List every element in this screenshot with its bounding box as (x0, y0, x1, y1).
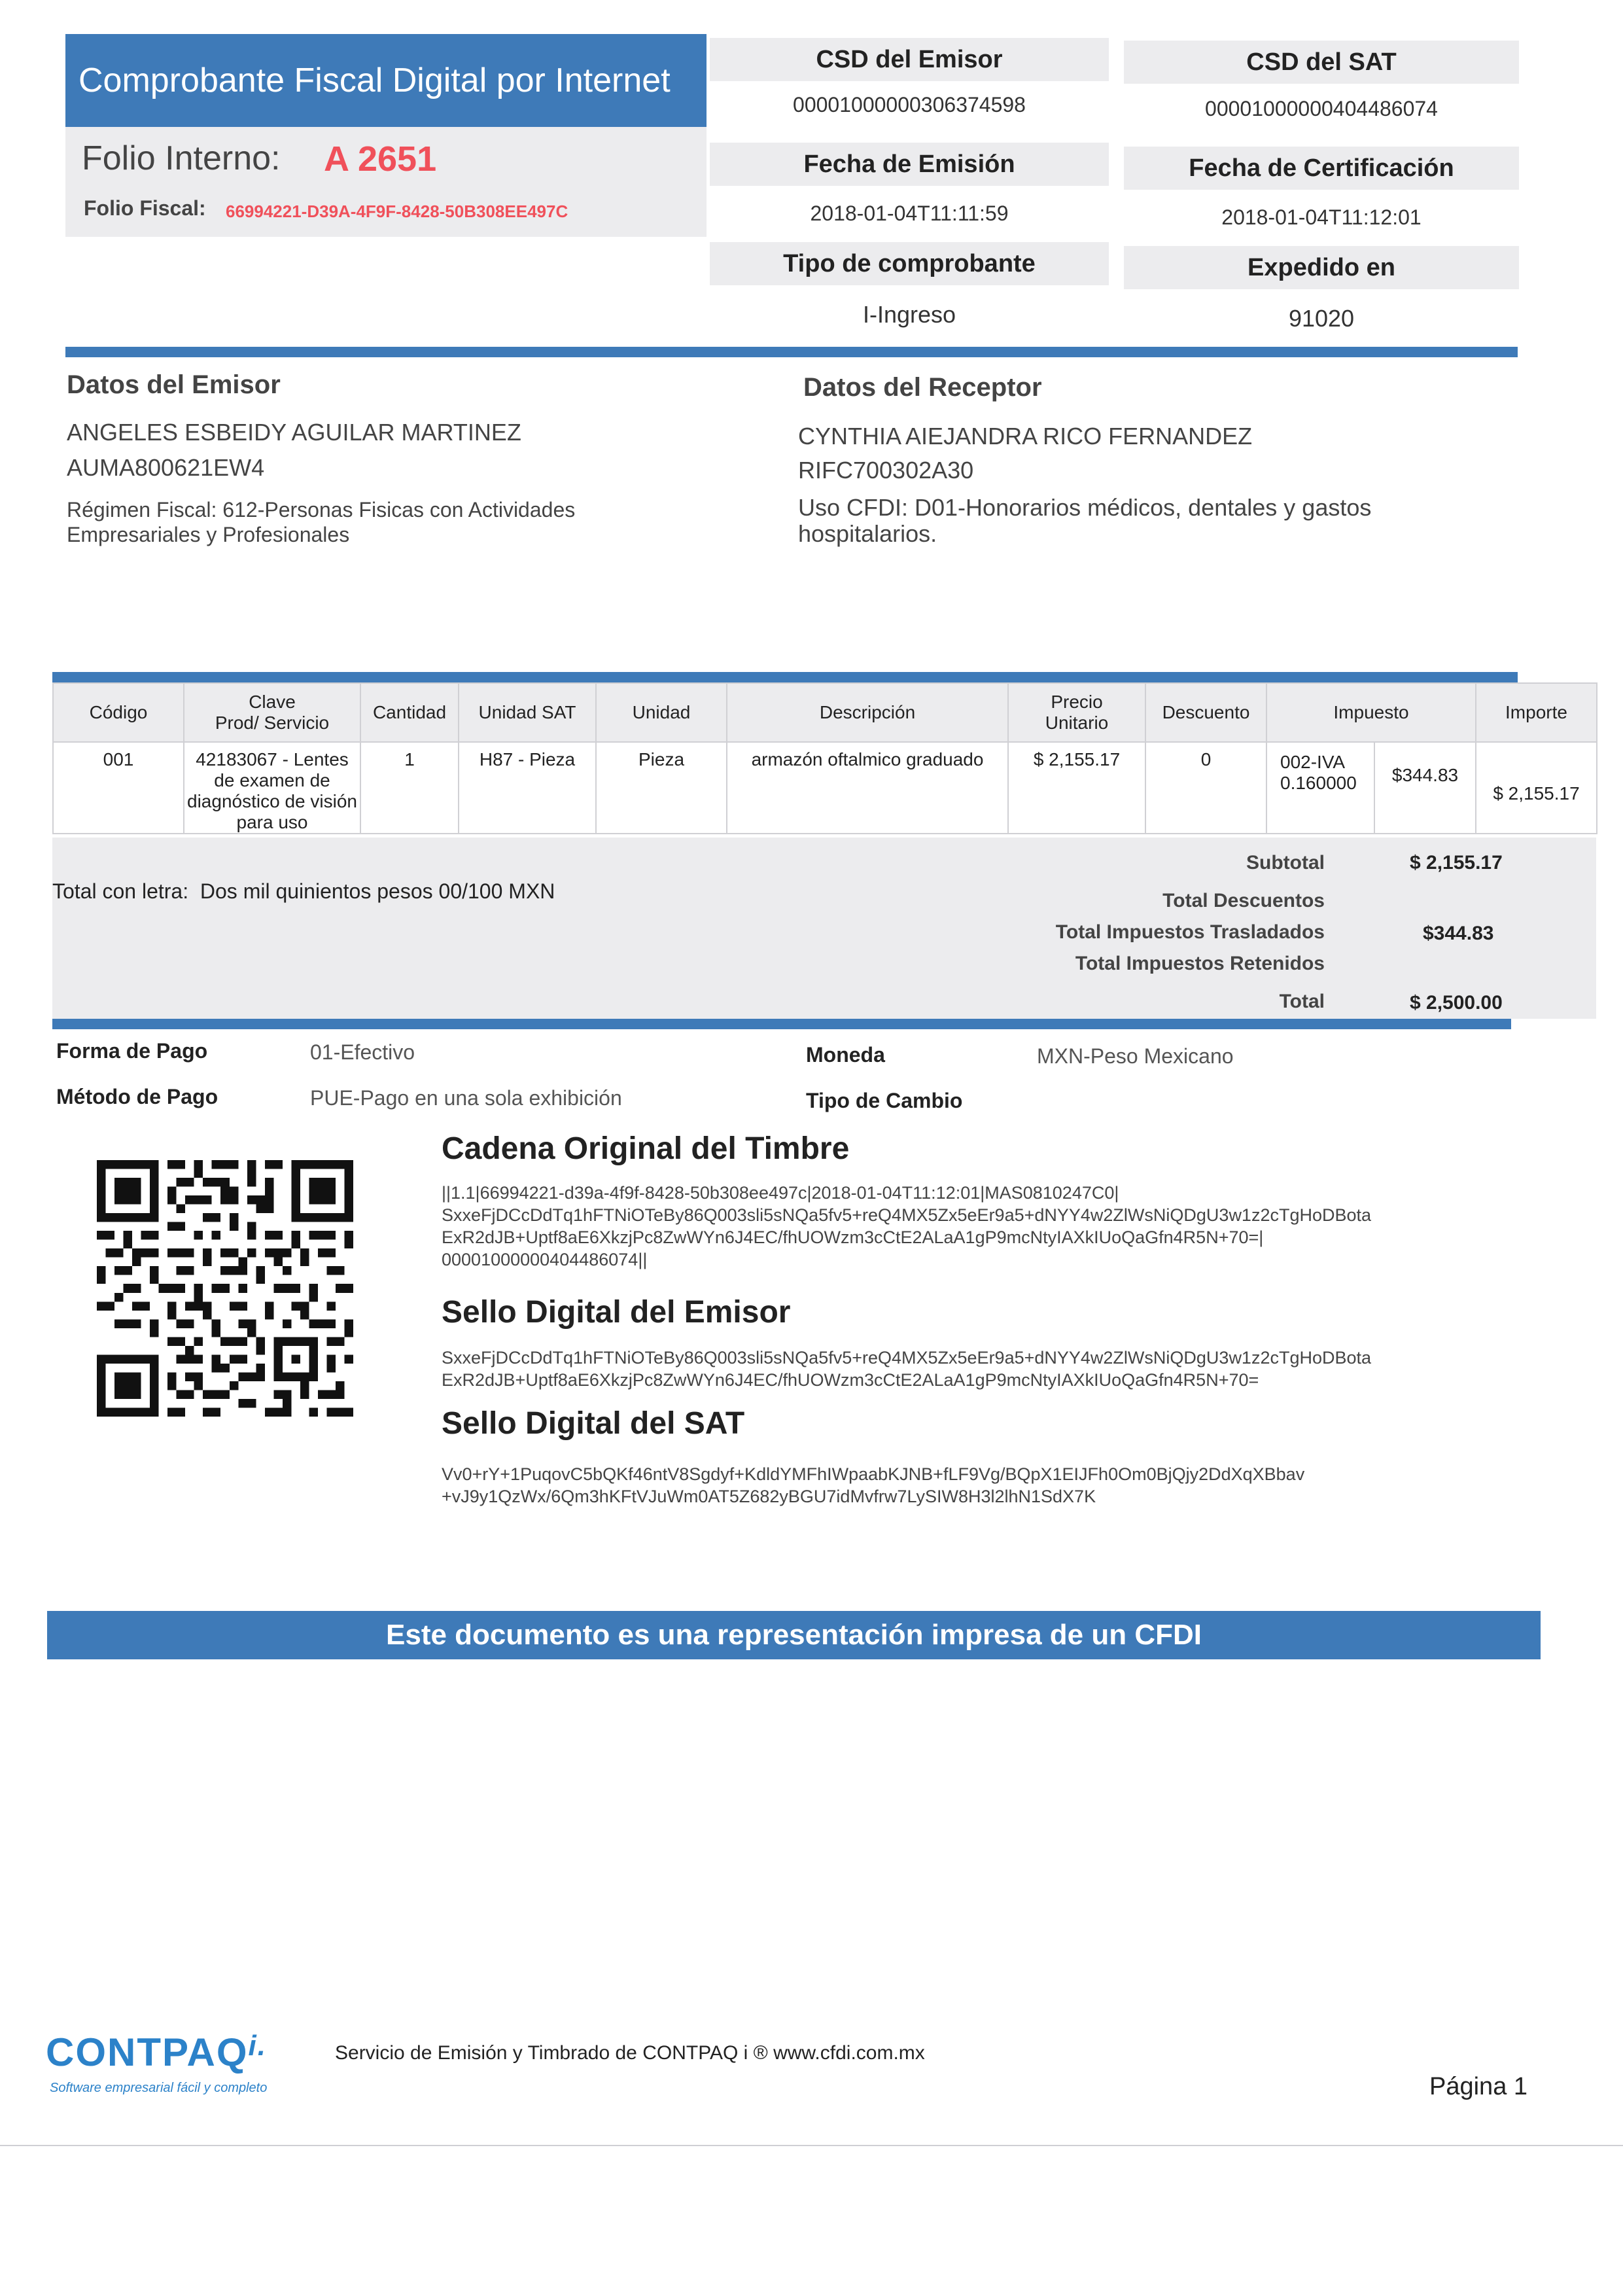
receptor-uso-line2: hospitalarios. (798, 520, 937, 547)
trasladados-label: Total Impuestos Trasladados (1055, 921, 1325, 943)
total-letra (52, 879, 555, 904)
emisor-regimen-line2: Empresariales y Profesionales (67, 523, 350, 546)
impuesto-tipo-tasa (1267, 743, 1375, 833)
csd-emisor-value: 00001000000306374598 (793, 93, 1026, 116)
total-value: $ 2,500.00 (1410, 992, 1503, 1014)
col-clave-line2: Prod/ Servicio (215, 713, 330, 733)
folio-fiscal-value: 66994221-D39A-4F9F-8428-50B308EE497C (226, 202, 568, 221)
sello-sat-title: Sello Digital del SAT (442, 1406, 745, 1441)
moneda-label: Moneda (806, 1043, 885, 1067)
emisor-regimen-line1: Régimen Fiscal: 612-Personas Fisicas con Actividades (67, 498, 576, 521)
impuesto-tasa: 0.160000 (1280, 773, 1357, 793)
fecha-certificacion-label: Fecha de Certificación (1124, 147, 1519, 190)
col-clave (184, 683, 360, 742)
receptor-title: Datos del Receptor (803, 373, 1042, 402)
cell-clave-line3: diagnóstico de visión (187, 791, 357, 811)
folio-interno-label: Folio Interno: (82, 139, 281, 177)
cell-clave (184, 742, 360, 834)
folio-fiscal-label: Folio Fiscal: (84, 196, 206, 220)
impuesto-detail (1267, 743, 1475, 833)
descuentos-label: Total Descuentos (1162, 890, 1325, 911)
contpaqi-logo-text: CONTPAQ (46, 2030, 249, 2074)
col-unidad: Unidad (596, 683, 727, 742)
col-descuento: Descuento (1145, 683, 1266, 742)
emisor-title: Datos del Emisor (67, 370, 281, 399)
sello-sat-text (442, 1463, 1304, 1508)
csd-sat-value: 00001000000404486074 (1205, 97, 1438, 120)
expedido-label: Expedido en (1124, 246, 1519, 289)
csd-sat-label: CSD del SAT (1124, 41, 1519, 84)
cell-importe: $ 2,155.17 (1476, 742, 1597, 834)
contpaqi-logo-i: i. (248, 2030, 267, 2062)
cadena-original-line2: SxxeFjDCcDdTq1hFTNiOTeBy86Q003sli5sNQa5fv5+reQ4MX5Zx5eEr9a5+dNYY4w2ZlWsNiQDgU3w1z2cTgHoDBota (442, 1205, 1372, 1225)
emisor-regimen (67, 497, 575, 547)
cell-clave-line1: 42183067 - Lentes (196, 749, 349, 769)
expedido-value: 91020 (1288, 305, 1355, 332)
col-precio (1008, 683, 1145, 742)
document-title-text: Comprobante Fiscal Digital por Internet (79, 62, 671, 99)
cfdi-notice-banner (47, 1611, 1541, 1659)
bottom-divider (0, 2145, 1623, 2146)
table-row (53, 742, 1597, 834)
cell-codigo: 001 (53, 742, 184, 834)
total-letra-value: Dos mil quinientos pesos 00/100 MXN (200, 879, 555, 903)
cell-clave-line4: para uso (236, 812, 308, 832)
moneda-value: MXN-Peso Mexicano (1037, 1044, 1234, 1068)
col-descripcion: Descripción (727, 683, 1008, 742)
cell-impuesto (1266, 742, 1476, 834)
contpaqi-logo (46, 2030, 267, 2075)
service-text: Servicio de Emisión y Timbrado de CONTPAQ i ® www.cfdi.com.mx (335, 2042, 925, 2064)
tipo-comprobante-value: I-Ingreso (862, 301, 956, 328)
sello-emisor-text (442, 1347, 1371, 1391)
col-codigo: Código (53, 683, 184, 742)
emisor-name: ANGELES ESBEIDY AGUILAR MARTINEZ (67, 419, 521, 446)
receptor-uso (798, 495, 1371, 547)
fecha-certificacion-value: 2018-01-04T11:12:01 (1221, 205, 1422, 229)
cadena-original-line4: 00001000000404486074|| (442, 1250, 648, 1269)
tipo-cambio-label: Tipo de Cambio (806, 1089, 963, 1112)
sello-emisor-line1: SxxeFjDCcDdTq1hFTNiOTeBy86Q003sli5sNQa5fv5+reQ4MX5Zx5eEr9a5+dNYY4w2ZlWsNiQDgU3w1z2cTgHoDBota (442, 1348, 1372, 1368)
receptor-uso-line1: Uso CFDI: D01-Honorarios médicos, dentales y gastos (798, 494, 1372, 521)
folio-interno-value: A 2651 (324, 139, 437, 179)
table-top-divider (52, 672, 1518, 682)
col-precio-line1: Precio (1051, 692, 1103, 712)
cadena-original-line3: ExR2dJB+Uptf8aE6XkzjPc8ZwWYn6J4EC/fhUOWzm3cCtE2ALaA1gP9mcNtyIAXkIUoQaGfn4R5N+70=| (442, 1227, 1264, 1247)
total-label: Total (1279, 991, 1325, 1012)
total-letra-label: Total con letra: (52, 879, 189, 903)
retenidos-label: Total Impuestos Retenidos (1075, 953, 1325, 974)
items-table (52, 682, 1597, 834)
page-number: Página 1 (1429, 2073, 1528, 2100)
cell-clave-line2: de examen de (214, 770, 330, 790)
cadena-original-text (442, 1182, 1371, 1271)
totals-panel (52, 838, 1596, 1019)
cfdi-notice-text: Este documento es una representación impresa de un CFDI (386, 1619, 1202, 1651)
tipo-comprobante-label: Tipo de comprobante (710, 242, 1109, 285)
emisor-rfc: AUMA800621EW4 (67, 454, 265, 481)
cell-precio: $ 2,155.17 (1008, 742, 1145, 834)
fecha-emision-label: Fecha de Emisión (710, 143, 1109, 186)
forma-pago-value: 01-Efectivo (310, 1040, 415, 1064)
sello-sat-line1: Vv0+rY+1PuqovC5bQKf46ntV8Sgdyf+KdldYMFhIWpaabKJNB+fLF9Vg/BQpX1EIJFh0Om0BjQjy2DdXqXBbav (442, 1464, 1305, 1484)
sello-sat-line2: +vJ9y1QzWx/6Qm3hKFtVJuWm0AT5Z682yBGU7idMvfrw7LySIW8H3l2lhN1SdX7K (442, 1487, 1096, 1506)
col-impuesto: Impuesto (1266, 683, 1476, 742)
cell-unidad: Pieza (596, 742, 727, 834)
qr-code (97, 1160, 353, 1417)
col-clave-line1: Clave (249, 692, 296, 712)
impuesto-monto: $344.83 (1391, 765, 1459, 785)
cell-cantidad: 1 (360, 742, 459, 834)
impuesto-tipo: 002-IVA (1280, 752, 1346, 772)
fecha-emision-value: 2018-01-04T11:11:59 (810, 202, 1009, 225)
col-cantidad: Cantidad (360, 683, 459, 742)
sello-emisor-title: Sello Digital del Emisor (442, 1295, 791, 1330)
metodo-pago-label: Método de Pago (56, 1085, 218, 1108)
table-bottom-divider (52, 1019, 1511, 1029)
subtotal-value: $ 2,155.17 (1410, 852, 1503, 874)
header-divider (65, 347, 1518, 357)
col-unidad-sat: Unidad SAT (459, 683, 596, 742)
cell-unidad-sat: H87 - Pieza (459, 742, 596, 834)
metodo-pago-value: PUE-Pago en una sola exhibición (310, 1086, 622, 1110)
document-title (65, 34, 707, 127)
cadena-original-line1: ||1.1|66994221-d39a-4f9f-8428-50b308ee497c|2018-01-04T11:12:01|MAS0810247C0| (442, 1183, 1119, 1203)
col-precio-line2: Unitario (1045, 713, 1109, 733)
table-header-row (53, 683, 1597, 742)
csd-emisor-label: CSD del Emisor (710, 38, 1109, 81)
cell-descuento: 0 (1145, 742, 1266, 834)
cadena-original-title: Cadena Original del Timbre (442, 1131, 850, 1166)
sello-emisor-line2: ExR2dJB+Uptf8aE6XkzjPc8ZwWYn6J4EC/fhUOWzm3cCtE2ALaA1gP9mcNtyIAXkIUoQaGfn4R5N+70= (442, 1370, 1259, 1390)
subtotal-label: Subtotal (1246, 852, 1325, 874)
forma-pago-label: Forma de Pago (56, 1039, 208, 1063)
trasladados-value: $344.83 (1423, 923, 1494, 944)
cell-descripcion: armazón oftalmico graduado (727, 742, 1008, 834)
contpaqi-tagline: Software empresarial fácil y completo (50, 2081, 268, 2095)
receptor-rfc: RIFC700302A30 (798, 457, 974, 484)
col-importe: Importe (1476, 683, 1597, 742)
receptor-name: CYNTHIA AIEJANDRA RICO FERNANDEZ (798, 423, 1253, 450)
